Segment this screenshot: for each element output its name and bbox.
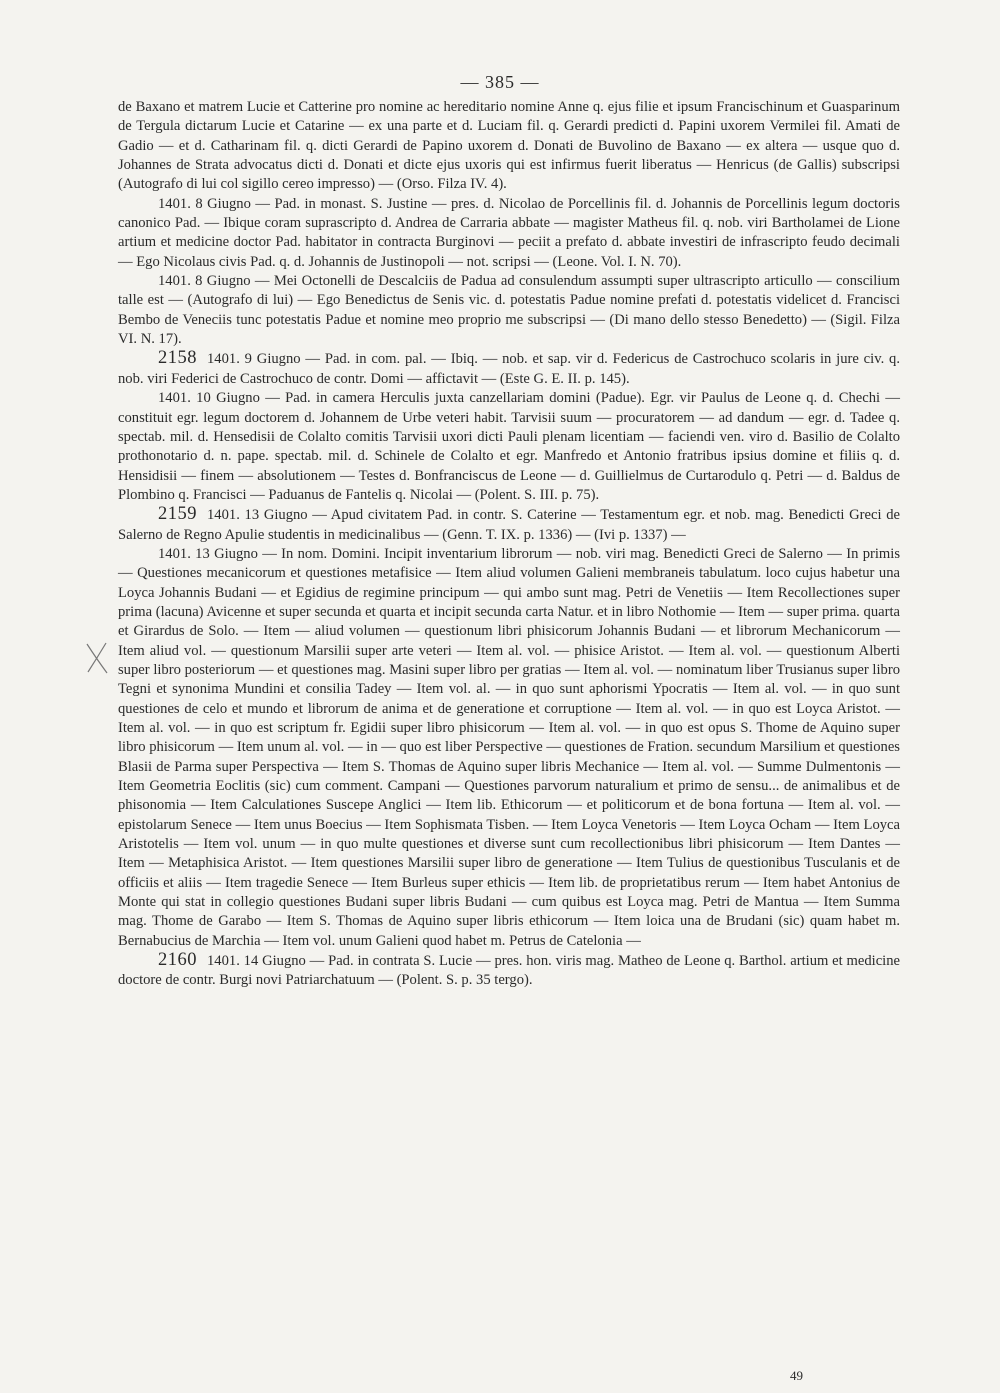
document-number: 2158: [158, 348, 197, 369]
entry-text: 1401. 13 Giugno — Apud civitatem Pad. in contr. S. Caterine — Testamentum egr. et nob. mag. Benedicti Greci de Salerno de Regno Apulie studentis in medicinalibus — (Genn. T. IX. p. 1336) — (Ivi p. 1337) —: [118, 507, 900, 543]
entry-text: 1401. 9 Giugno — Pad. in com. pal. — Ibiq. — nob. et sap. vir d. Federicus de Castrochuco scolaris in jure civ. q. nob. viri Federici de Castrochuco de contr. Domi — affictavit — (Este G. E. II. p. 145).: [118, 351, 900, 387]
entry-paragraph: [118, 505, 900, 545]
margin-cross-mark: [84, 640, 110, 676]
entry-paragraph: 1401. 8 Giugno — Pad. in monast. S. Justine — pres. d. Nicolao de Porcellinis fil. d. Johannis de Porcellinis legum doctoris canonico Pad. — Ibique coram suprascripto d. Andrea de Carraria abbate — magister Matheus fil. q. nob. viri Bartholamei de Lione artium et medicine doctor Pad. habitator in contracta Burginovi — peciit a prefato d. abbate investiri de infrascripto feudo decimali — Ego Nicolaus civis Pad. q. d. Johannis de Justinopoli — not. scripsi — (Leone. Vol. I. N. 70).: [118, 195, 900, 270]
entry-text: 1401. 14 Giugno — Pad. in contrata S. Lucie — pres. hon. viris mag. Matheo de Leone q. Barthol. artium et medicine doctore de contr. Burgi novi Patriarchatuum — (Polent. S. p. 35 tergo).: [118, 953, 900, 989]
entry-paragraph: de Baxano et matrem Lucie et Catterine pro nomine ac hereditario nomine Anne q. ejus filie et ipsum Francischinum et Guasparinum de Tergula dictarum Lucie et Catarine — ex una parte et d. Luciam fil. q. Gerardi predicti d. Papini uxorem Vermilei fil. Amati de Gadio — et d. Catharinam fil. q. dicti Gerardi de Papino uxorem d. Donati de Buvolino de Baxano — ex altera — usque quo d. Johannes de Strata advocatus dicti d. Donati et dicte ejus uxoris qui est infirmus fuerit liberatus — Henricus (de Gallis) subscripsi (Autografo di lui col sigillo cereo impresso) — (Orso. Filza IV. 4).: [118, 99, 900, 193]
entry-paragraph: 1401. 10 Giugno — Pad. in camera Herculis juxta canzellariam domini (Padue). Egr. vir Paulus de Leone q. d. Chechi — constituit egr. legum doctorem d. Johannem de Urbe veteri habit. Tarvisii suum — procuratorem — ad dandum — egr. d. Tadee q. spectab. mil. d. Hensedisii de Colalto comitis Tarvisii uxori dicti Pauli plenam licentiam — faciendi ven. viro d. Basilio de Colalto prothonotario d. n. pape. spectab. mil. d. Schinele de Colalto et egr. Manfredo et Antonio fratribus ipsius domine et filiis q. d. Hensidisii — finem — absolutionem — Testes d. Bonfranciscus de Leone — d. Guillielmus de Curtarodulo q. Petri — d. Baldus de Plombino q. Francisci — Paduanus de Fantelis q. Nicolai — (Polent. S. III. p. 75).: [118, 390, 900, 503]
document-number: 2160: [158, 950, 197, 971]
page-number: — 385 —: [460, 72, 540, 92]
entry-paragraph: [118, 349, 900, 389]
entry-paragraph: 1401. 13 Giugno — In nom. Domini. Incipit inventarium librorum — nob. viri mag. Benedicti Greci de Salerno — In primis — Questiones mecanicorum et questiones metafisice — Item aliud volumen Galieni membraneis tabulatum. loco cujus habetur una Loyca Johannis Budani — et Egidius de regimine principum — qui ambo sunt mag. Petri de Venetiis — Item Recollectiones super prima (lacuna) Avicenne et super secunda et quarta et incipit secunda carta Natur. et in libro Nothomie — Item — super prima. quarta et Girardus de Solo. — Item — aliud volumen — questionum libri phisicorum Johannis Budani — et librorum Mechanicorum — Item aliud vol. — questionum Marsilii super arte veteri — Item al. vol. — phisice Aristot. — Item al. vol. — questionum Alberti super libro posteriorum — et questiones mag. Masini super libro per gratias — Item al. vol. — nominatum liber Trusianus super libro Tegni et synonima Mundini et consilia Tadey — Item vol. al. — in quo sunt aphorismi Ypocratis — Item al. vol. — in quo sunt questiones de celo et mundo et librorum de anima et de generatione et corruptione — Item al. vol. — in quo est Loyca Aristot. — Item al. vol. — in quo est scriptum fr. Egidii super libro phisicorum — Item al. vol. — in quo est opus S. Thome de Aquino super libro phisicorum — Item unum al. vol. — in — quo est liber Perspective — questiones de Fration. secundum Marsilium et questiones Blasii de Parma super Perspectiva — Item S. Thomas de Aquino super libris Mechanice — Item al. vol. — Summe Dulmentonis — Item Geometria Eoclitis (sic) cum comment. Campani — Questiones parvorum naturalium et primo de sensu... de animalibus et de phisonomia — Item Calculationes Suscepe Anglici — Item lib. Ethicorum — et politicorum et de bona fortuna — Item al. vol. — epistolarum Senece — Item unus Boecius — Item Sophismata Tisben. — Item Loyca Venetoris — Item Loyca Ocham — Item Loyca Aristotelis — Item vol. unum — in quo multe questiones et diverse sunt cum recollectionibus libri phisicorum — Item Dantes — Item — Metaphisica Aristot. — Item questiones Marsilii super libro de generatione — Item Tulius de questionibus Tusculanis et de officiis et aliis — Item tragedie Senece — Item Burleus super ethicis — Item lib. de proprietatibus rerum — Item habet Antonius de Monte qui stat in collegio questiones Budani super libris Budani — cum quibus est Loyca mag. Petri de Mantua — Item Summa mag. Thome de Garabo — Item S. Thomas de Aquino super libris ethicorum — Item loica una de Brudani (sic) quam habet m. Bernabucius de Marchia — Item vol. unum Galieni quod habet m. Petrus de Catelonia —: [118, 545, 900, 949]
entry-paragraph: [118, 951, 900, 991]
entry-paragraph: 1401. 8 Giugno — Mei Octonelli de Descalciis de Padua ad consulendum assumpti super ultrascripto articullo — conscilium talle est — (Autografo di lui) — Ego Benedictus de Senis vic. d. potestatis Padue nomine prefati d. potestatis videlicet d. Francisci Bembo de Veneciis tunc potestatis Padue et nomine meo proprio me subscripsi — (Di mano dello stesso Benedetto) — (Sigil. Filza VI. N. 17).: [118, 273, 900, 348]
document-body: [118, 98, 900, 991]
sheet-number: 49: [790, 1368, 803, 1383]
document-number: 2159: [158, 504, 197, 525]
